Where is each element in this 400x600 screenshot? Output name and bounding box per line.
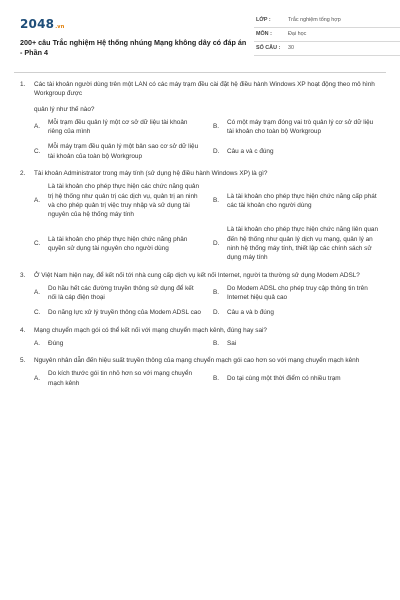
option-letter: B. bbox=[213, 339, 220, 347]
meta-value: 30 bbox=[288, 44, 294, 51]
option-text: Do năng lực xử lý truyền thông của Modem ADSL cao bbox=[48, 309, 201, 317]
option-b[interactable] bbox=[213, 118, 386, 137]
option-letter: B. bbox=[213, 289, 220, 297]
document-header bbox=[14, 14, 386, 70]
option-a[interactable] bbox=[34, 284, 207, 303]
option-text: Do kích thước gói tin nhỏ hơn so với mạng chuyển mạch kênh bbox=[48, 370, 193, 387]
meta-value: Trắc nghiệm tổng hợp bbox=[288, 16, 341, 23]
answer-options bbox=[34, 182, 386, 262]
answer-options bbox=[34, 284, 386, 318]
question-4 bbox=[14, 326, 386, 349]
option-d[interactable] bbox=[213, 308, 386, 317]
option-c[interactable] bbox=[34, 225, 207, 262]
answer-options bbox=[34, 339, 386, 348]
option-text: Sai bbox=[227, 339, 237, 347]
option-letter: D. bbox=[213, 309, 220, 317]
option-a[interactable] bbox=[34, 339, 207, 348]
question-text-line: quản lý như thế nào? bbox=[34, 105, 95, 113]
meta-row-class bbox=[254, 14, 400, 28]
option-a[interactable] bbox=[34, 182, 207, 219]
option-text: Do Modem ADSL cho phép truy cập thông tin trên Internet hiệu quả cao bbox=[227, 284, 368, 302]
meta-row-count bbox=[254, 42, 400, 56]
option-text: Là tài khoản cho phép thực hiện chức năng phân quyền sử dụng tài nguyên cho người dùng bbox=[48, 235, 188, 252]
option-text: Do hầu hết các đường truyền thông sử dụng để kết nối là cáp điện thoại bbox=[48, 284, 194, 302]
option-letter: B. bbox=[213, 375, 220, 383]
option-b[interactable] bbox=[213, 339, 386, 348]
question-text: Tài khoản Administrator trong máy tính (sử dụng hệ điều hành Windows XP) là gì? bbox=[34, 169, 268, 177]
option-letter: B. bbox=[213, 123, 220, 131]
question-text: Nguyên nhân dẫn đến hiệu suất truyền thông của mạng chuyển mạch gói cao hơn so với mạng chuyển mạch kênh bbox=[34, 357, 360, 365]
option-letter: A. bbox=[34, 375, 41, 383]
option-letter: A. bbox=[34, 289, 41, 297]
option-letter: C. bbox=[34, 240, 41, 248]
option-letter: A. bbox=[34, 123, 41, 131]
question-head bbox=[14, 169, 386, 178]
option-letter: B. bbox=[213, 197, 220, 205]
option-letter: C. bbox=[34, 309, 41, 317]
option-text: Là tài khoản cho phép thực hiện các chức năng quản trị hệ thống như quản trị các dịch vụ, quản trị an ninh và cho phép quản trị việc truy nhập và sử dụng tài nguyên của hệ thống máy tính bbox=[48, 183, 200, 219]
option-letter: A. bbox=[34, 339, 41, 347]
question-number: 2. bbox=[20, 169, 26, 177]
option-c[interactable] bbox=[34, 142, 207, 161]
meta-table bbox=[254, 14, 400, 56]
document-title: 200+ câu Trắc nghiệm Hệ thống nhúng Mạng không dây có đáp án - Phần 4 bbox=[20, 38, 247, 57]
option-text: Câu a và c đúng bbox=[227, 148, 274, 156]
option-d[interactable] bbox=[213, 225, 386, 262]
question-head bbox=[14, 356, 386, 365]
option-text: Mỗi trạm đều quản lý một cơ sở dữ liệu tài khoản riêng của mình bbox=[48, 118, 188, 136]
option-text: Là tài khoản cho phép thực hiện chức năng cấp phát các tài khoản cho người dùng bbox=[227, 192, 377, 209]
question-5 bbox=[14, 356, 386, 388]
meta-row-subject bbox=[254, 28, 400, 42]
site-logo[interactable] bbox=[20, 16, 65, 33]
option-b[interactable] bbox=[213, 182, 386, 219]
option-letter: D. bbox=[213, 240, 220, 248]
question-number: 5. bbox=[20, 357, 26, 365]
question-head bbox=[14, 271, 386, 280]
question-3 bbox=[14, 271, 386, 318]
question-number: 4. bbox=[20, 326, 26, 334]
option-text: Do tại cùng một thời điểm có nhiều trạm bbox=[227, 375, 341, 383]
option-d[interactable] bbox=[213, 142, 386, 161]
question-head bbox=[14, 326, 386, 335]
option-b[interactable] bbox=[213, 369, 386, 388]
meta-label: LỚP : bbox=[256, 16, 271, 23]
meta-value: Đại học bbox=[288, 30, 307, 37]
option-c[interactable] bbox=[34, 308, 207, 317]
option-letter: A. bbox=[34, 197, 41, 205]
question-number: 3. bbox=[20, 271, 26, 279]
question-text: Mạng chuyển mạch gói có thể kết nối với mạng chuyển mạch kênh, đúng hay sai? bbox=[34, 326, 267, 334]
answer-options bbox=[34, 118, 386, 161]
option-a[interactable] bbox=[34, 369, 207, 388]
meta-label: MÔN : bbox=[256, 30, 272, 37]
option-text: Mỗi máy trạm đều quản lý một bản sao cơ sở dữ liệu tài khoản của toàn bộ Workgroup bbox=[48, 143, 199, 160]
option-text: Câu a và b đúng bbox=[227, 309, 274, 317]
option-a[interactable] bbox=[34, 118, 207, 137]
logo-text: 2048 bbox=[20, 17, 55, 31]
question-head bbox=[14, 80, 386, 114]
option-letter: C. bbox=[34, 148, 41, 156]
answer-options bbox=[34, 369, 386, 388]
logo-suffix: .vn bbox=[55, 24, 65, 30]
question-text: Ở Việt Nam hiện nay, để kết nối tới nhà cung cấp dịch vụ kết nối Internet, người ta thường sử dụng Modem ADSL? bbox=[34, 271, 360, 279]
question-text-line: Các tài khoản người dùng trên một LAN có các máy trạm đều cài đặt hệ điều hành Windows XP hoạt động theo mô hình Workgroup được bbox=[34, 81, 375, 98]
question-1 bbox=[14, 80, 386, 161]
option-text: Đúng bbox=[48, 339, 64, 347]
question-2 bbox=[14, 169, 386, 263]
option-text: Có một máy trạm đóng vai trò quản lý cơ sở dữ liệu tài khoản cho toàn bộ Workgroup bbox=[227, 118, 374, 136]
question-list bbox=[14, 80, 386, 396]
option-letter: D. bbox=[213, 148, 220, 156]
option-b[interactable] bbox=[213, 284, 386, 303]
question-number: 1. bbox=[20, 81, 26, 88]
meta-label: SỐ CÂU : bbox=[256, 44, 281, 51]
header-divider bbox=[14, 72, 386, 73]
question-text bbox=[28, 80, 386, 114]
option-text: Là tài khoản cho phép thực hiện chức năng liên quan đến hệ thống như quản lý dịch vụ mạng, quản lý an ninh hệ thống máy tính, thiết lập các chính sách sử dụng máy tính bbox=[227, 226, 379, 262]
